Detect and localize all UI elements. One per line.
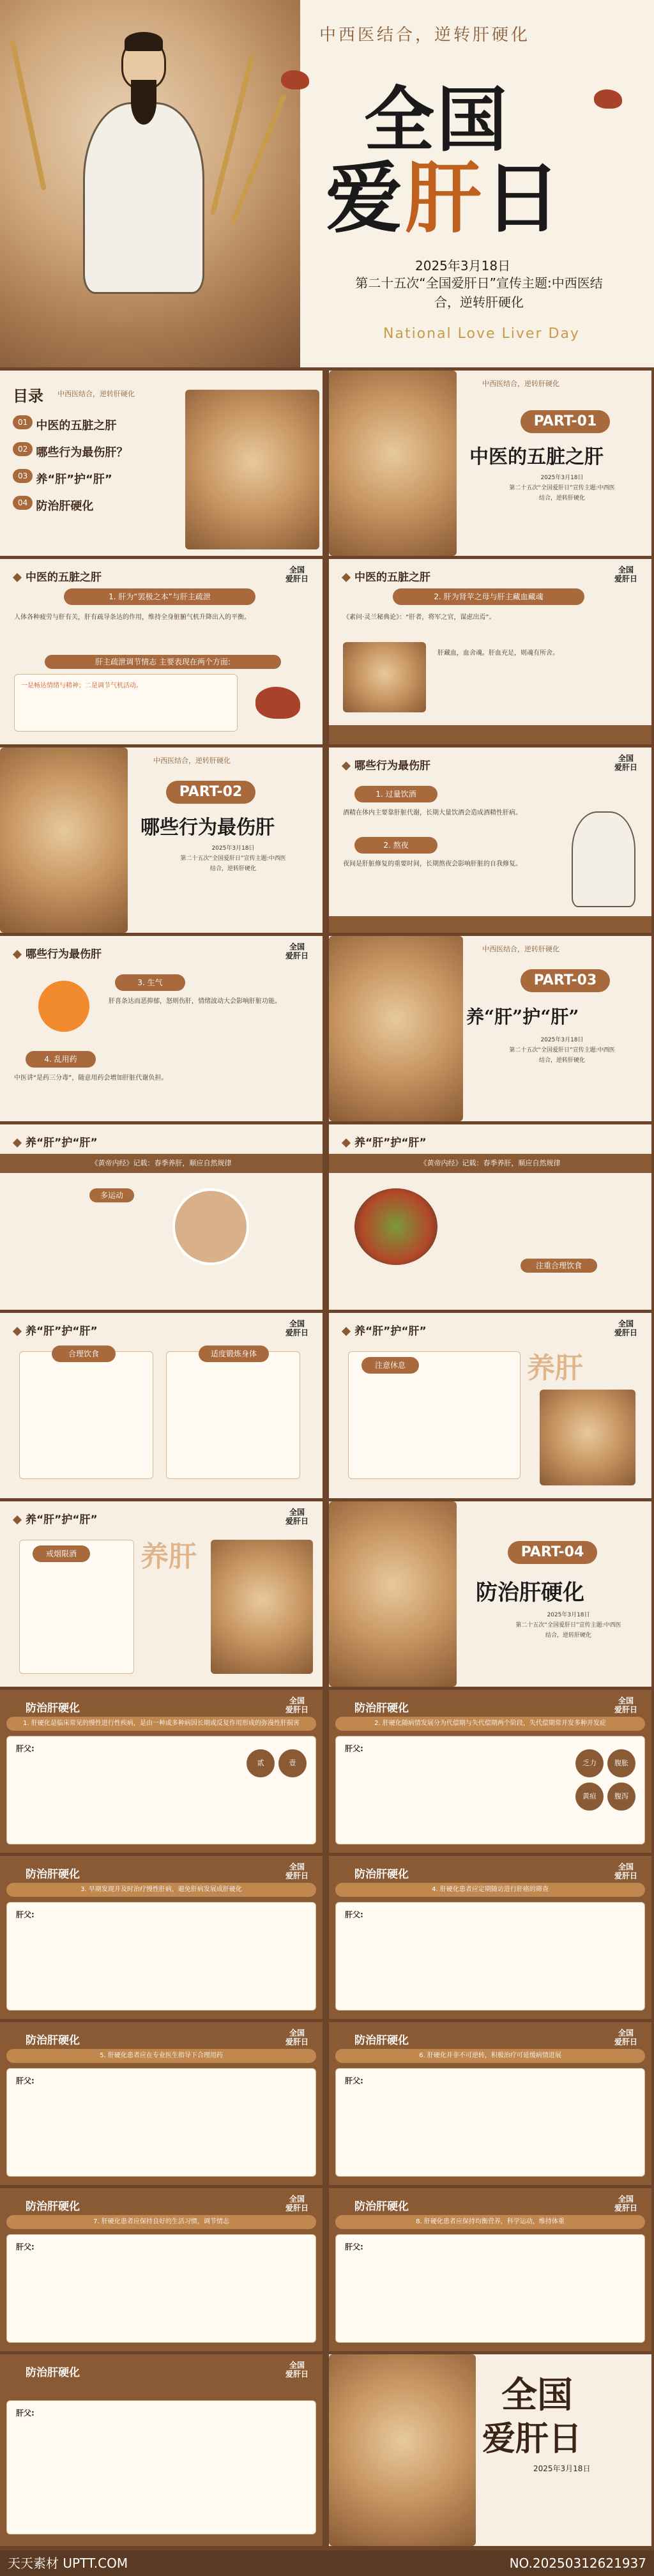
slide-title: 防治肝硬化	[343, 2197, 409, 2213]
mini-logo: 全国 爱肝日	[285, 2195, 308, 2212]
cover-theme: 第二十五次“全国爱肝日”宣传主题:中西医结合，逆转肝硬化	[355, 275, 603, 310]
part-meta: 2025年3月18日 第二十五次“全国爱肝日”宣传主题:中西医 结合，逆转肝硬化	[509, 1037, 615, 1064]
card-label: 肝父:	[16, 1744, 34, 1753]
mini-logo: 全国 爱肝日	[285, 2028, 308, 2046]
part-badge: PART-04	[508, 1541, 597, 1564]
body-text: 肝喜条达而恶抑郁，怒则伤肝，情绪波动大会影响肝脏功能。	[109, 998, 281, 1005]
mini-logo: 全国 爱肝日	[285, 565, 308, 583]
part-heading: 中医的五脏之肝	[469, 446, 604, 468]
mini-logo: 全国 爱肝日	[285, 1319, 308, 1337]
runner-photo	[172, 1188, 249, 1265]
card-label: 肝父:	[345, 2242, 363, 2251]
slide-title: 中医的五脏之肝	[14, 568, 102, 584]
doctor-cartoon	[572, 811, 635, 907]
mini-logo: 全国 爱肝日	[285, 1508, 308, 1526]
prevention-slide	[0, 2354, 323, 2546]
card-label: 肝父:	[345, 1744, 363, 1753]
slide-title: 养“肝”护“肝”	[343, 1322, 427, 1338]
watermark-left: 天天素材 UPTT.COM	[8, 2556, 128, 2571]
end-date: 2025年3月18日	[533, 2464, 591, 2473]
mini-logo: 全国 爱肝日	[614, 565, 637, 583]
slide-title: 防治肝硬化	[14, 1865, 80, 1881]
info-card	[6, 1902, 316, 2011]
watermark-text: 养肝	[527, 1352, 583, 1384]
slide-title: 养“肝”护“肝”	[14, 1133, 98, 1149]
tag-badge: 乏力	[575, 1749, 604, 1777]
info-card: 适度锻炼身体	[166, 1351, 300, 1479]
prevention-slide	[0, 1690, 323, 1853]
section-ribbon: 6. 肝硬化并非不可逆转，积极治疗可延缓病情进展	[335, 2049, 645, 2063]
tag-badge: 贰	[247, 1749, 275, 1777]
care-slide-5	[0, 1501, 323, 1687]
toc-tag: 中西医结合，逆转肝硬化	[57, 390, 135, 398]
mini-logo: 全国 爱肝日	[285, 2361, 308, 2379]
mini-logo: 全国 爱肝日	[614, 2195, 637, 2212]
prevention-slide	[0, 2022, 323, 2185]
salad-photo	[354, 1188, 437, 1265]
card-label: 肝父:	[16, 2076, 34, 2085]
slide-title: 防治肝硬化	[343, 1865, 409, 1881]
tag-badge: 黄疸	[575, 1782, 604, 1811]
point-ribbon: 1. 过量饮酒	[354, 786, 437, 802]
part-tag: 中西医结合，逆转肝硬化	[153, 756, 231, 765]
tag-label: 注重合理饮食	[521, 1259, 597, 1273]
slide-title: 养“肝”护“肝”	[14, 1322, 98, 1338]
info-card	[335, 1902, 645, 2011]
slide-title: 养“肝”护“肝”	[343, 1133, 427, 1149]
prevention-slide	[329, 2022, 651, 2185]
liver-icon	[281, 70, 309, 89]
toc-slide	[0, 371, 323, 556]
hurt-slide-1	[329, 747, 651, 933]
mini-logo: 全国 爱肝日	[285, 942, 308, 960]
cover-title-line2: 爱肝日	[326, 153, 563, 243]
part-tag: 中西医结合，逆转肝硬化	[482, 945, 559, 953]
body-text: 肝藏血，血舍魂。肝血充足，则魂有所舍。	[437, 650, 559, 657]
card-label: 肝父:	[345, 2076, 363, 2085]
info-card	[6, 1736, 316, 1844]
body-text: 中医讲“是药三分毒”，随意用药会增加肝脏代谢负担。	[14, 1075, 168, 1082]
section-ribbon: 《黄帝内经》记载：春季养肝，顺应自然规律	[0, 1154, 323, 1173]
info-card	[6, 2234, 316, 2343]
body-text: 夜间是肝脏修复的重要时间，长期熬夜会影响肝脏的自我修复。	[343, 861, 522, 868]
toc-item[interactable]: 03 养“肝”护“肝”	[13, 469, 172, 496]
doctor-photo	[211, 1540, 313, 1674]
section-ribbon: 2. 肝为肾苹之母与肝主藏血藏魂	[393, 588, 584, 605]
cover-tagline: 中西医结合，逆转肝硬化	[319, 26, 531, 45]
part-meta: 2025年3月18日 第二十五次“全国爱肝日”宣传主题:中西医 结合，逆转肝硬化	[180, 845, 286, 872]
cover-date: 2025年3月18日	[415, 258, 511, 273]
part-heading: 哪些行为最伤肝	[141, 816, 275, 839]
watermark-right: NO.20250312621937	[509, 2556, 646, 2571]
care-slide-1	[0, 1124, 323, 1310]
cover-illustration	[0, 0, 300, 367]
toc-item[interactable]: 04 防治肝硬化	[13, 496, 172, 523]
herb-illustration	[185, 390, 319, 549]
part04-slide	[329, 1501, 651, 1687]
slide-title: 哪些行为最伤肝	[343, 756, 430, 772]
slide-title: 防治肝硬化	[14, 1699, 80, 1715]
end-slide	[329, 2354, 651, 2546]
part-tag: 中西医结合，逆转肝硬化	[482, 379, 559, 388]
info-card	[6, 2068, 316, 2177]
sage-figure	[77, 32, 204, 300]
prevention-slide	[0, 1856, 323, 2019]
herb-illustration	[329, 936, 463, 1121]
subsection-ribbon: 肝主疏泄调节情志 主要表现在两个方面:	[45, 655, 281, 669]
part-badge: PART-03	[521, 969, 610, 992]
mini-logo: 全国 爱肝日	[614, 1319, 637, 1337]
tag-badge: 壹	[278, 1749, 307, 1777]
section-ribbon: 4. 肝硬化患者应定期随访进行肝癌的筛查	[335, 1883, 645, 1897]
point-ribbon: 4. 乱用药	[26, 1051, 96, 1068]
section-ribbon: 5. 肝硬化患者应在专业医生指导下合理用药	[6, 2049, 316, 2063]
part-badge: PART-01	[521, 410, 610, 433]
end-title-line1: 全国	[501, 2374, 573, 2416]
section-ribbon: 2. 肝硬化随病情发展分为代偿期与失代偿期两个阶段，失代偿期常并发多种并发症	[335, 1717, 645, 1731]
info-card: 注意休息	[348, 1351, 521, 1479]
body-text: 人体各种疲劳与肝有关，肝有疏导条达的作用，维持全身脏腑气机升降出入的平衡。	[14, 614, 250, 621]
care-slide-3	[0, 1313, 323, 1498]
end-title-line2: 爱肝日	[482, 2419, 582, 2458]
slide-title: 防治肝硬化	[343, 2031, 409, 2047]
slide-title: 中医的五脏之肝	[343, 568, 430, 584]
care-slide-4	[329, 1313, 651, 1498]
toc-item[interactable]: 01 中医的五脏之肝	[13, 415, 172, 442]
info-card	[6, 2400, 316, 2534]
part-badge: PART-02	[166, 781, 255, 804]
toc-item[interactable]: 02 哪些行为最伤肝？	[13, 442, 172, 469]
info-card	[335, 2234, 645, 2343]
tcm-slide-1	[0, 559, 323, 744]
doctor-photo	[343, 642, 426, 712]
tag-badge: 腹胀	[607, 1749, 635, 1777]
part-heading: 养“肝”护“肝”	[466, 1006, 579, 1027]
card-label: 肝父:	[16, 2242, 34, 2251]
herb-illustration	[329, 371, 457, 556]
part01-slide	[329, 371, 651, 556]
prevention-slide	[0, 2188, 323, 2351]
sage-illustration	[329, 2354, 476, 2546]
prevention-slide	[329, 1690, 651, 1853]
watermark-text: 养肝	[141, 1540, 197, 1573]
slide-title: 养“肝”护“肝”	[14, 1510, 98, 1526]
hurt-slide-2	[0, 936, 323, 1121]
mini-logo: 全国 爱肝日	[614, 1862, 637, 1880]
body-text: 《素问·灵兰秘典论》：“肝者，将军之官，谋虑出焉”。	[343, 614, 496, 621]
part-heading: 防治肝硬化	[476, 1580, 584, 1606]
section-ribbon: 《黄帝内经》记载：春季养肝，顺应自然规律	[329, 1154, 651, 1173]
info-card	[335, 1736, 645, 1844]
mini-logo: 全国 爱肝日	[614, 754, 637, 772]
slide-title: 防治肝硬化	[14, 2363, 80, 2379]
section-ribbon: 7. 肝硬化患者应保持良好的生活习惯，调节情志	[6, 2215, 316, 2229]
doctor-photo	[540, 1390, 635, 1485]
mini-logo: 全国 爱肝日	[614, 1696, 637, 1714]
tag-badge: 腹泻	[607, 1782, 635, 1811]
cover-english-title: National Love Liver Day	[383, 326, 580, 342]
prevention-slide	[329, 2188, 651, 2351]
mini-logo: 全国 爱肝日	[614, 2028, 637, 2046]
tcm-slide-2	[329, 559, 651, 744]
watermark-strip	[0, 2550, 654, 2576]
info-card	[335, 2068, 645, 2177]
liver-icon	[594, 89, 622, 109]
info-card: 一是畅达情绪与精神；二是调节气机活动。	[14, 674, 238, 732]
part-meta: 2025年3月18日 第二十五次“全国爱肝日”宣传主题:中西医 结合，逆转肝硬化	[509, 475, 615, 502]
prevention-slide	[329, 1856, 651, 2019]
care-slide-2	[329, 1124, 651, 1310]
slide-title: 哪些行为最伤肝	[14, 945, 102, 961]
part-meta: 2025年3月18日 第二十五次“全国爱肝日”宣传主题:中西医 结合，逆转肝硬化	[515, 1612, 621, 1639]
part03-slide	[329, 936, 651, 1121]
cover-title-line1: 全国	[364, 79, 510, 161]
herb-illustration	[0, 747, 128, 933]
info-card: 戒烟限酒	[19, 1540, 134, 1674]
toc-title: 目录	[13, 387, 43, 405]
section-ribbon: 1. 肝硬化是临床常见的慢性进行性疾病，是由一种或多种病因长期或反复作用形成的弥漫性肝损害	[6, 1717, 316, 1731]
body-text: 酒精在体内主要靠肝脏代谢，长期大量饮酒会造成酒精性肝病。	[343, 809, 522, 816]
card-label: 肝父:	[16, 1910, 34, 1919]
tag-label: 多运动	[89, 1188, 134, 1202]
slide-title: 防治肝硬化	[14, 2031, 80, 2047]
info-card: 合理饮食	[19, 1351, 153, 1479]
mini-logo: 全国 爱肝日	[285, 1862, 308, 1880]
liver-icon	[255, 687, 300, 719]
herb-illustration	[329, 1501, 457, 1687]
point-ribbon: 3. 生气	[115, 974, 185, 991]
section-ribbon: 3. 早期发现并及时治疗慢性肝病，避免肝病发展成肝硬化	[6, 1883, 316, 1897]
point-ribbon: 2. 熬夜	[354, 837, 437, 854]
angry-face-icon	[38, 981, 89, 1032]
cover-slide	[0, 0, 654, 367]
toc-list	[13, 415, 172, 523]
card-label: 肝父:	[16, 2409, 34, 2418]
slide-title: 防治肝硬化	[14, 2197, 80, 2213]
card-label: 肝父:	[345, 1910, 363, 1919]
section-ribbon: 8. 肝硬化患者应保持均衡营养，科学运动，维持体重	[335, 2215, 645, 2229]
mini-logo: 全国 爱肝日	[285, 1696, 308, 1714]
section-ribbon: 1. 肝为“罢极之本”与肝主疏泄	[64, 588, 255, 605]
slide-title: 防治肝硬化	[343, 1699, 409, 1715]
part02-slide	[0, 747, 323, 933]
